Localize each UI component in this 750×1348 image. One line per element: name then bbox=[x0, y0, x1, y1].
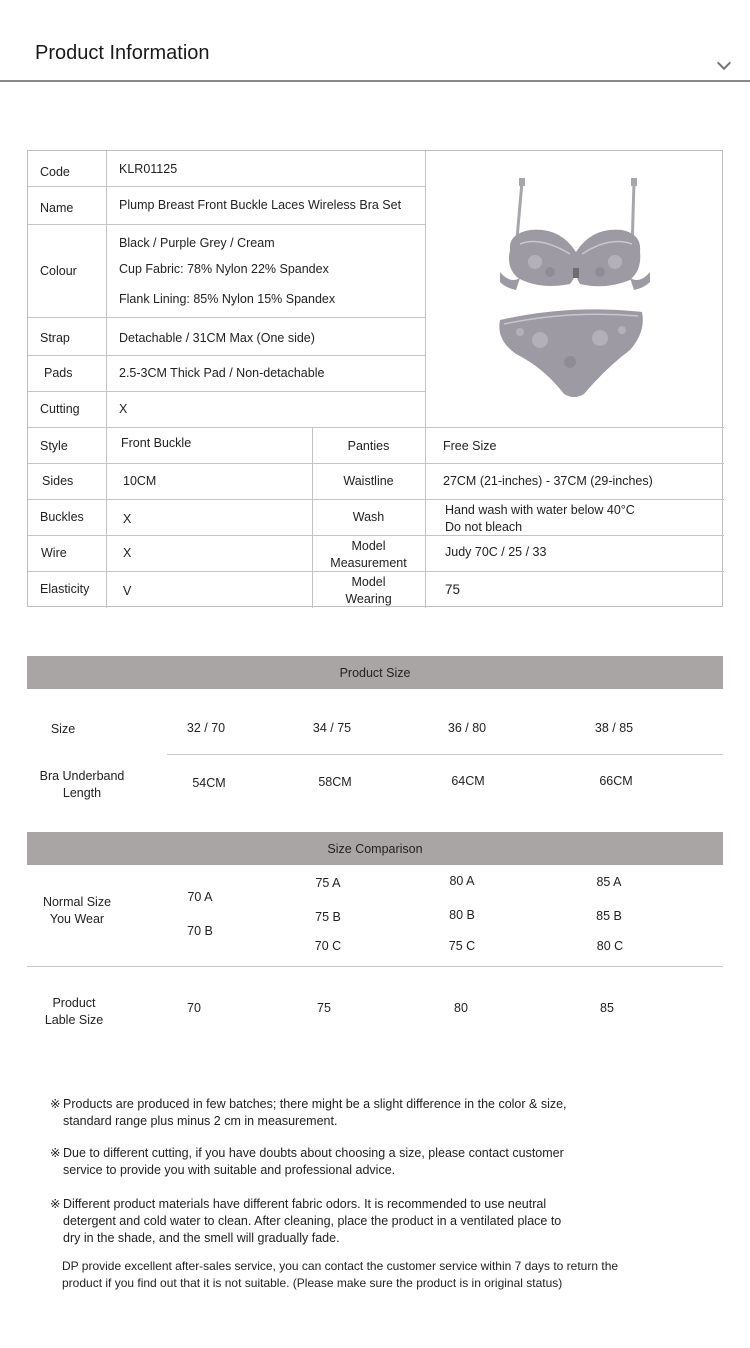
size-cell: 38 / 85 bbox=[594, 721, 634, 735]
size-label: Size bbox=[50, 722, 76, 736]
model-measurement-label-line2: Measurement bbox=[330, 556, 407, 570]
underband-cell: 54CM bbox=[192, 776, 226, 790]
buckles-value: X bbox=[123, 512, 132, 526]
page-header bbox=[0, 0, 750, 82]
flank-lining-value: Flank Lining: 85% Nylon 15% Spandex bbox=[119, 292, 336, 306]
normal-size-cell: 75 B bbox=[315, 910, 341, 924]
normal-size-label-line2: You Wear bbox=[49, 912, 105, 926]
note-mark: ※ bbox=[50, 1146, 61, 1160]
product-image bbox=[480, 172, 660, 402]
normal-size-cell: 80 C bbox=[596, 939, 624, 953]
name-value: Plump Breast Front Buckle Laces Wireless Bra Set bbox=[119, 198, 402, 212]
normal-size-cell: 85 B bbox=[596, 909, 622, 923]
lable-size-label-line2: Lable Size bbox=[44, 1013, 104, 1027]
waistline-value: 27CM (21-inches) - 37CM (29-inches) bbox=[443, 474, 653, 488]
code-value: KLR01125 bbox=[119, 161, 178, 176]
lable-size-cell: 70 bbox=[187, 1001, 201, 1015]
divider bbox=[27, 966, 723, 967]
chevron-down-icon[interactable] bbox=[717, 56, 731, 70]
model-wearing-value: 75 bbox=[445, 581, 461, 597]
wash-bleach-value: Do not bleach bbox=[445, 520, 523, 534]
normal-size-cell: 80 B bbox=[449, 908, 475, 922]
wash-label: Wash bbox=[352, 510, 385, 524]
note-mark: ※ bbox=[50, 1197, 61, 1211]
note-text: product if you find out that it is not suitable. (Please make sure the product is in original status) bbox=[62, 1276, 563, 1290]
normal-size-cell: 75 A bbox=[315, 876, 341, 890]
model-wearing-label-line2: Wearing bbox=[345, 592, 392, 606]
lable-size-cell: 85 bbox=[600, 1001, 614, 1015]
note-text: detergent and cold water to clean. After cleaning, place the product in a ventilated place to bbox=[63, 1214, 562, 1228]
lable-size-cell: 75 bbox=[317, 1001, 331, 1015]
underband-cell: 64CM bbox=[451, 774, 485, 788]
colour-label: Colour bbox=[40, 263, 77, 278]
size-comparison-header: Size Comparison bbox=[27, 832, 723, 865]
sides-value: 10CM bbox=[123, 474, 157, 488]
normal-size-label-line1: Normal Size bbox=[42, 895, 112, 909]
model-wearing-label bbox=[312, 574, 425, 608]
elasticity-label: Elasticity bbox=[40, 582, 90, 596]
style-label: Style bbox=[40, 439, 68, 453]
note-text: DP provide excellent after-sales service, you can contact the customer service within 7 days to return the bbox=[62, 1259, 619, 1273]
underband-label-line2: Length bbox=[62, 786, 102, 800]
normal-size-cell: 70 B bbox=[187, 924, 213, 938]
style-value: Front Buckle bbox=[121, 436, 192, 450]
strap-label: Strap bbox=[40, 331, 70, 345]
note-text: Due to different cutting, if you have doubts about choosing a size, please contact customer bbox=[63, 1146, 564, 1160]
lable-size-cell: 80 bbox=[454, 1001, 468, 1015]
note-odor bbox=[50, 1196, 650, 1247]
normal-size-label bbox=[27, 894, 127, 928]
note-mark: ※ bbox=[50, 1097, 61, 1111]
underband-label-line1: Bra Underband bbox=[39, 769, 125, 783]
normal-size-cell: 75 C bbox=[448, 939, 476, 953]
model-measurement-value: Judy 70C / 25 / 33 bbox=[445, 545, 547, 559]
note-text: service to provide you with suitable and professional advice. bbox=[63, 1163, 396, 1177]
model-measurement-label bbox=[312, 538, 425, 572]
note-cutting bbox=[50, 1145, 650, 1179]
wire-value: X bbox=[123, 546, 132, 560]
lable-size-label bbox=[24, 995, 124, 1029]
buckles-label: Buckles bbox=[40, 510, 84, 524]
note-text: standard range plus minus 2 cm in measurement. bbox=[63, 1114, 338, 1128]
strap-value: Detachable / 31CM Max (One side) bbox=[119, 331, 315, 345]
note-batches bbox=[50, 1096, 650, 1130]
model-wearing-label-line1: Model bbox=[351, 575, 386, 589]
wash-value: Hand wash with water below 40°C bbox=[445, 503, 635, 517]
sides-label: Sides bbox=[42, 474, 74, 488]
lable-size-label-line1: Product bbox=[52, 996, 96, 1010]
normal-size-cell: 80 A bbox=[449, 874, 475, 888]
cutting-value: X bbox=[119, 402, 128, 416]
underband-cell: 66CM bbox=[599, 774, 633, 788]
divider bbox=[167, 754, 723, 755]
colour-value: Black / Purple Grey / Cream bbox=[119, 236, 275, 250]
pads-label: Pads bbox=[44, 366, 73, 380]
note-after-sales bbox=[62, 1258, 722, 1292]
note-text: Products are produced in few batches; there might be a slight difference in the color & size, bbox=[63, 1097, 567, 1111]
note-text: dry in the shade, and the smell will gradually fade. bbox=[63, 1231, 340, 1245]
page-title: Product Information bbox=[35, 42, 210, 64]
normal-size-cell: 70 A bbox=[187, 890, 213, 904]
product-size-header: Product Size bbox=[27, 656, 723, 689]
note-text: Different product materials have different fabric odors. It is recommended to use neutral bbox=[63, 1197, 547, 1211]
code-label: Code bbox=[40, 164, 70, 179]
underband-cell: 58CM bbox=[318, 775, 352, 789]
cup-fabric-value: Cup Fabric: 78% Nylon 22% Spandex bbox=[119, 262, 329, 276]
model-measurement-label-line1: Model bbox=[351, 539, 386, 553]
panties-label: Panties bbox=[347, 439, 390, 453]
normal-size-cell: 70 C bbox=[314, 939, 342, 953]
name-label: Name bbox=[40, 201, 74, 215]
pads-value: 2.5-3CM Thick Pad / Non-detachable bbox=[119, 366, 325, 380]
normal-size-cell: 85 A bbox=[596, 875, 622, 889]
size-cell: 36 / 80 bbox=[447, 721, 487, 735]
cutting-label: Cutting bbox=[40, 402, 80, 416]
panties-value: Free Size bbox=[443, 439, 497, 453]
underband-label bbox=[22, 768, 142, 802]
wire-label: Wire bbox=[41, 546, 67, 560]
waistline-label: Waistline bbox=[343, 474, 394, 488]
size-cell: 34 / 75 bbox=[312, 721, 352, 735]
size-cell: 32 / 70 bbox=[186, 721, 226, 735]
elasticity-value: V bbox=[123, 584, 132, 598]
